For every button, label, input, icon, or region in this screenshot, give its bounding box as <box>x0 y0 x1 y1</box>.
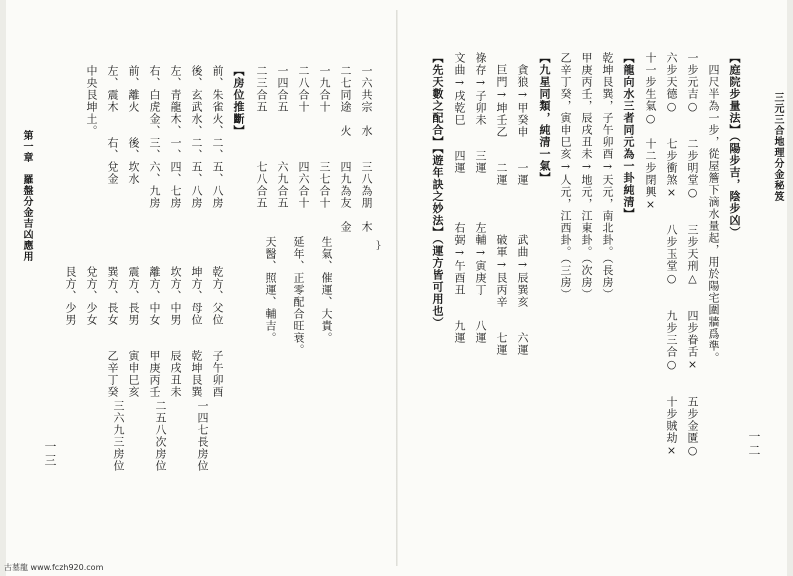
fang-brace-note-2: 二五八次房位 <box>154 400 167 472</box>
fang-5: 震方、長男 寅申巳亥 <box>127 266 140 398</box>
left-page-edge <box>0 0 6 576</box>
fang-brace-note-1: 一四七長房位 <box>196 400 209 472</box>
brace-note-3: 天醫、照運、輔吉。 <box>264 236 277 344</box>
left-col-13: 左、震木 右、兌金 <box>106 65 119 185</box>
left-col-6: 二三合五 七八合五 <box>255 65 268 209</box>
right-col-6: 【龍向水三者同元為一卦純清】 <box>622 52 635 220</box>
left-col-1: 一六共宗 水 三八為朋 木 <box>360 65 373 233</box>
right-col-11: 貪狼→甲癸申 一運 武曲→辰巽亥 六運 <box>516 64 529 356</box>
right-col-10: 【九星同類，純清一氣】 <box>538 52 551 184</box>
right-col-4: 六步天德○ 七步衝煞× 八步玉堂○ 九步三合○ 十步賊劫× <box>665 52 678 458</box>
left-col-11: 右、白虎金、三、六、九房 <box>148 65 161 209</box>
brace-note-2: 延年、正零配合旺衰。 <box>292 236 305 356</box>
right-col-2: 四尺半為一步，從屋簷下滴水量起，用於陽宅圍牆爲準。 <box>707 64 720 364</box>
right-col-9: 乙辛丁癸，寅申巳亥→人元，江西卦。（三房） <box>559 52 572 301</box>
fang-4: 離方、中女 甲庚丙壬 <box>148 266 161 398</box>
fang-brace-note-3: 三六九三房位 <box>112 400 125 472</box>
left-col-14: 中央艮坤土。 <box>85 65 98 137</box>
brace-note-1: 生氣、催運、大貴。 <box>320 236 333 344</box>
left-col-12: 前、離火 後、坎水 <box>127 65 140 185</box>
left-running-head: 第一章 羅盤分金吉凶應用 <box>21 130 32 262</box>
right-col-15: 【先天數之配合】【遊年訣之妙法】（運方皆可用也） <box>431 52 444 329</box>
left-col-5: 一四合五 六九合五 <box>276 65 289 209</box>
left-col-9: 後、玄武水、二、五、八房 <box>190 65 203 209</box>
left-col-7: 【房位推斷】 <box>232 65 245 137</box>
right-col-1: 【庭院步量法】（陽步吉，陰步凶） <box>728 52 741 239</box>
right-page-number: 一二 <box>747 430 761 458</box>
right-col-7: 乾坤艮巽，子午卯酉→天元，南北卦。（長房） <box>601 52 614 301</box>
left-col-10: 左、青龍木、一、四、七房 <box>169 65 182 209</box>
left-page-number: 一三 <box>43 440 57 468</box>
fang-3: 坎方、中男 辰戌丑未 <box>169 266 182 398</box>
left-col-3: 一九合十 三七合十 <box>318 65 331 209</box>
right-col-3: 一步元吉○ 二步明堂○ 三步天刑△ 四步眷舌× 五步金匱○ <box>686 52 699 458</box>
fang-8: 艮方、少男 <box>64 266 77 326</box>
left-col-2: 二七同途 火 四九為友 金 <box>339 65 352 233</box>
right-col-5: 十一步生氣○ 十二步閉興× <box>644 52 657 212</box>
brace-1: } <box>373 240 384 252</box>
fang-6: 巽方、長女 乙辛丁癸 <box>106 266 119 398</box>
right-col-12: 巨門→坤壬乙 二運 破軍→艮丙辛 七運 <box>495 64 508 356</box>
right-col-8: 甲庚丙壬，辰戌丑未→地元，江東卦。（次房） <box>580 52 593 301</box>
fang-2: 坤方、母位 乾坤艮巽 <box>190 266 203 398</box>
left-col-8: 前、朱雀火、二、五、八房 <box>211 65 224 209</box>
fang-7: 兌方、少女 <box>85 266 98 326</box>
right-col-13: 祿存→子卯未 三運 左輔→寅庚丁 八運 <box>474 52 487 344</box>
book-gutter <box>396 10 398 566</box>
site-watermark: 古墓龍 www.fczh920.com <box>4 563 104 572</box>
left-col-4: 二八合十 四六合十 <box>297 65 310 209</box>
fang-1: 乾方、父位 子午卯酉 <box>211 266 224 398</box>
right-page-edge <box>787 0 793 576</box>
right-col-14: 文曲→戌乾巳 四運 右弼→午酉丑 九運 <box>453 52 466 344</box>
right-running-head: 三元三合地理分金秘笈 <box>772 92 783 202</box>
